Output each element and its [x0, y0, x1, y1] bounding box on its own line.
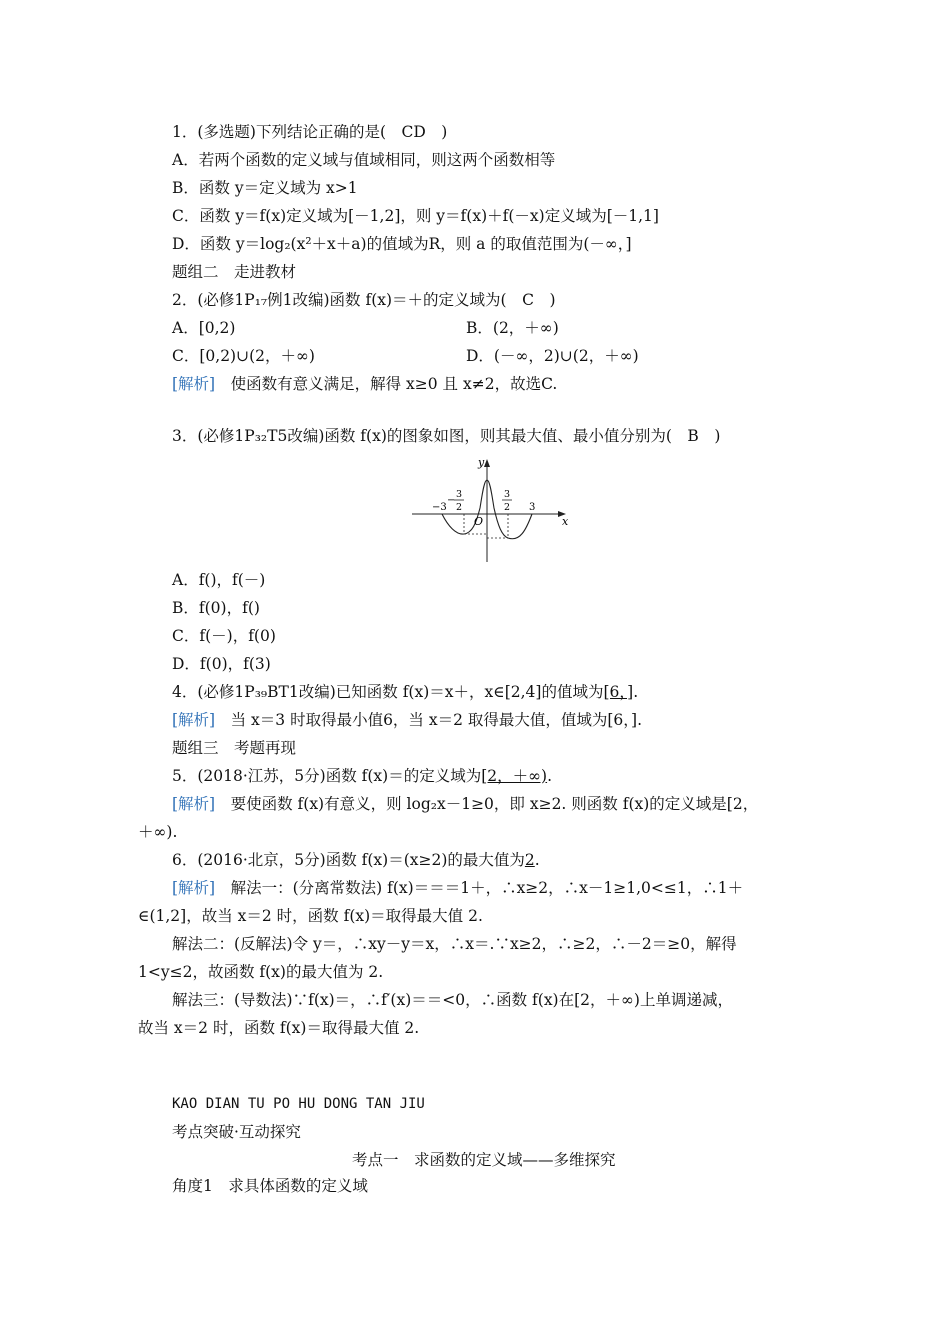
q2-stem: 2．(必修1P₁₇例1改编)函数 f(x)＝＋的定义域为( C ) — [172, 291, 556, 309]
q5-stem-text: 5．(2018·江苏，5分)函数 f(x)＝的定义域为 — [172, 767, 482, 785]
q5-explanation-text: 要使函数 f(x)有意义，则 log₂x－1≥0，即 x≥2. 则函数 f(x)的定义域是[2， — [215, 795, 759, 813]
x-axis-label: x — [562, 515, 569, 528]
q4-answer: [6，] — [603, 683, 634, 701]
q6-stem — [172, 850, 540, 870]
section-title: 考点突破·互动探究 — [172, 1123, 301, 1141]
q5-explanation — [172, 794, 758, 814]
jiexi-label: [解析] — [172, 375, 216, 393]
q5-explanation-cont: ＋∞). — [138, 823, 178, 841]
q1-option-b: B．函数 y＝定义域为 x>1 — [172, 179, 358, 197]
function-graph-figure — [408, 452, 578, 564]
q6-stem-text: 6．(2016·北京，5分)函数 f(x)＝(x≥2)的最大值为 — [172, 851, 525, 869]
jiexi-label: [解析] — [172, 879, 216, 897]
tick-neg-frac-num: 3 — [456, 489, 463, 500]
tick-neg3: −3 — [432, 502, 447, 513]
q3-option-c: C．f(－)，f(0) — [172, 627, 276, 645]
q6-method1-text: 解法一：(分离常数法) f(x)＝＝＝1＋，∴x≥2，∴x－1≥1,0<≤1，∴1＋ — [215, 879, 744, 897]
q2-explanation — [172, 374, 557, 394]
q2-option-a: A．[0,2) — [172, 319, 236, 337]
q5-stem — [172, 766, 552, 786]
q5-stem-end: . — [547, 767, 553, 785]
q1-option-c: C．函数 y＝f(x)定义域为[－1,2]，则 y＝f(x)＋f(－x)定义域为[－1,1] — [172, 207, 659, 225]
group2-heading: 题组二 走进教材 — [172, 263, 297, 281]
q6-stem-end: . — [534, 851, 540, 869]
q3-option-a: A．f()，f(－) — [172, 571, 266, 589]
q3-option-b: B．f(0)，f() — [172, 599, 260, 617]
q4-explanation-text: 当 x＝3 时取得最小值6，当 x＝2 取得最大值，值域为[6，]. — [215, 711, 643, 729]
jiexi-label: [解析] — [172, 711, 216, 729]
q1-option-a: A．若两个函数的定义域与值域相同，则这两个函数相等 — [172, 151, 556, 169]
tick-neg-frac-den: 2 — [456, 502, 463, 513]
q2-explanation-text: 使函数有意义满足，解得 x≥0 且 x≠2，故选C. — [215, 375, 558, 393]
q1-stem: 1．(多选题)下列结论正确的是( CD ) — [172, 123, 448, 141]
tick-pos3: 3 — [529, 502, 536, 513]
q6-method2-cont: 1<y≤2，故函数 f(x)的最大值为 2. — [138, 963, 384, 981]
q6-method2: 解法二：(反解法)令 y＝，∴xy－y＝x，∴x＝.∵x≥2，∴≥2，∴－2＝≥0，解得 — [172, 935, 737, 953]
section-pinyin: KAO DIAN TU PO HU DONG TAN JIU — [172, 1096, 425, 1112]
origin-label: O — [474, 515, 484, 528]
q4-explanation — [172, 710, 642, 730]
group3-heading: 题组三 考题再现 — [172, 739, 297, 757]
y-axis-label: y — [478, 456, 485, 469]
q1-option-d: D．函数 y＝log₂(x²＋x＋a)的值域为R，则 a 的取值范围为(－∞，] — [172, 235, 632, 253]
kaodian-heading: 考点一 求函数的定义域——多维探究 — [352, 1151, 616, 1169]
q3-option-d: D．f(0)，f(3) — [172, 655, 271, 673]
tick-pos-frac-den: 2 — [504, 502, 511, 513]
y-axis-arrow — [484, 459, 490, 467]
q3-stem: 3．(必修1P₃₂T5改编)函数 f(x)的图象如图，则其最大值、最小值分别为( B ) — [172, 427, 721, 445]
tick-pos-frac-num: 3 — [504, 489, 511, 500]
q6-method3-cont: 故当 x＝2 时，函数 f(x)＝取得最大值 2. — [138, 1019, 420, 1037]
q6-answer: 2 — [524, 851, 535, 869]
q2-option-b: B．(2，＋∞) — [466, 319, 559, 337]
jiaodu-heading: 角度1 求具体函数的定义域 — [172, 1177, 368, 1195]
q4-stem-end: . — [633, 683, 639, 701]
q2-option-d: D．(－∞，2)∪(2，＋∞) — [466, 347, 639, 365]
q2-option-c: C．[0,2)∪(2，＋∞) — [172, 347, 315, 365]
q4-stem-text: 4．(必修1P₃₉BT1改编)已知函数 f(x)＝x＋，x∈[2,4]的值域为 — [172, 683, 604, 701]
jiexi-label: [解析] — [172, 795, 216, 813]
q6-method1 — [172, 878, 743, 898]
q5-answer: [2，＋∞) — [481, 767, 548, 785]
tick-neg-frac-minus: − — [447, 495, 456, 506]
q4-stem — [172, 682, 638, 702]
q6-method1-cont: ∈(1,2]，故当 x＝2 时，函数 f(x)＝取得最大值 2. — [138, 907, 483, 925]
q6-method3: 解法三：(导数法)∵f(x)＝，∴f′(x)＝＝<0，∴函数 f(x)在[2，＋∞)上单调递减， — [172, 991, 733, 1009]
